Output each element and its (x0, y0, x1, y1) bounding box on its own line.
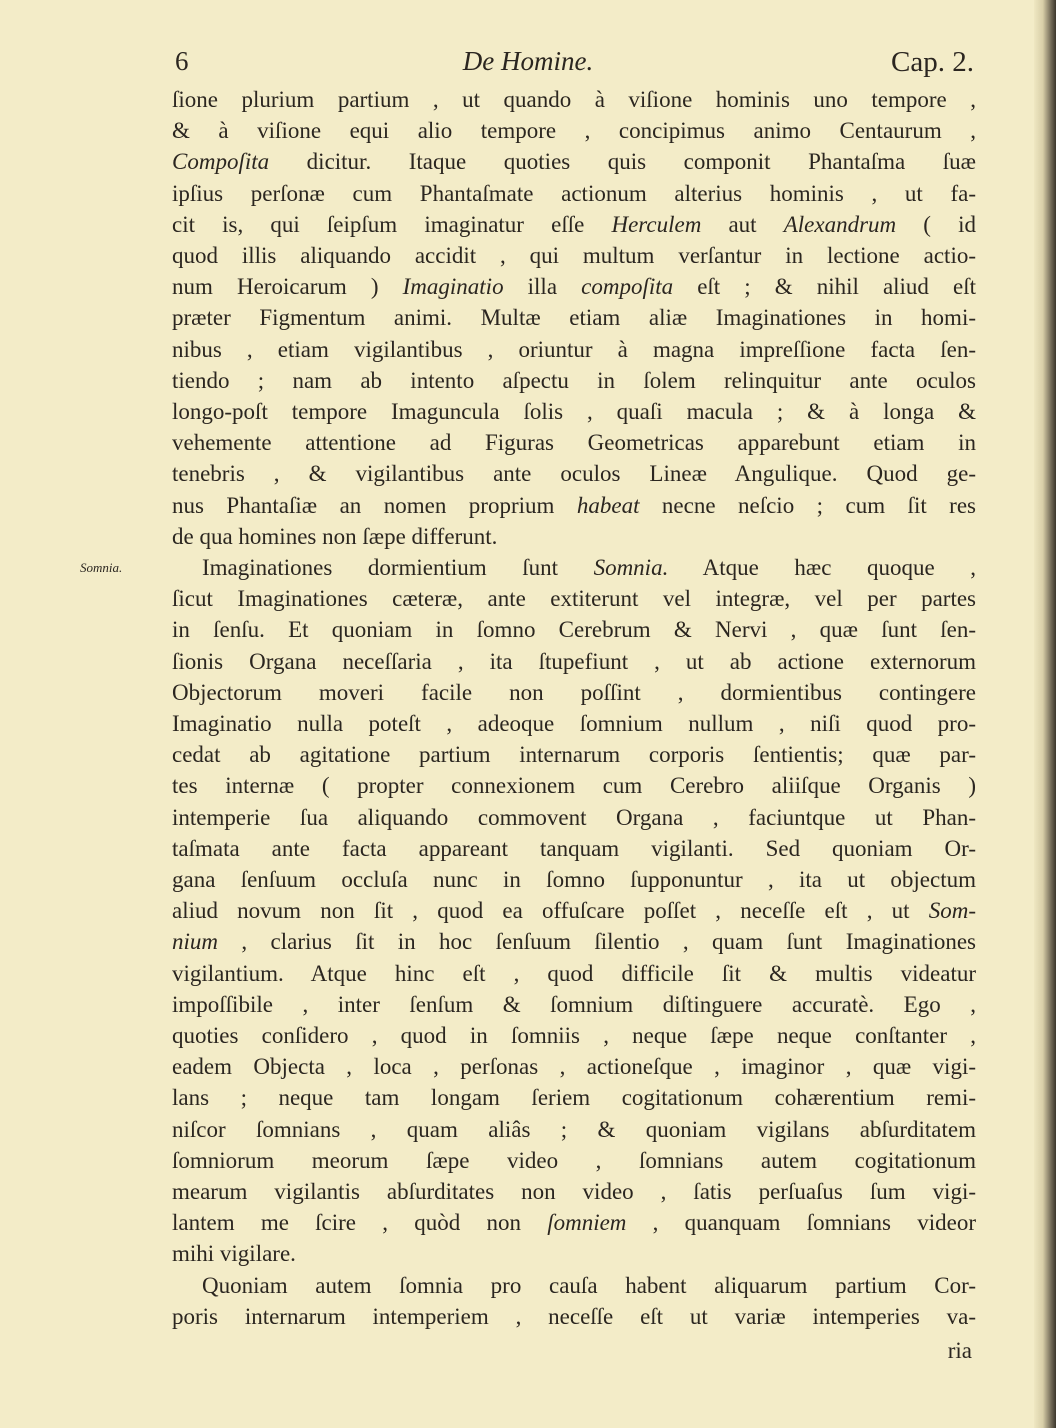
text-segment: eſt ; & nihil aliud eſt (673, 274, 977, 300)
text-segment: tiendo ; nam ab intento aſpectu in ſolem relinquitur ante oculos (172, 367, 976, 393)
text-segment: vigilantium. Atque hinc eſt , quod difficile ſit & multis videatur (172, 960, 976, 986)
text-segment: illa (503, 274, 582, 300)
text-segment: aliud novum non ſit , quod ea offuſcare poſſet , neceſſe eſt , ut (172, 898, 929, 924)
italic-text: ſomniem (547, 1210, 627, 1236)
text-line (202, 554, 976, 582)
text-segment: eadem Objecta , loca , perſonas , actioneſque , imaginor , quæ vigi- (172, 1054, 976, 1080)
text-segment: Atque hæc quoque , (668, 555, 976, 580)
text-line (172, 1209, 976, 1237)
text-segment: mihi vigilare. (172, 1241, 296, 1267)
text-line (172, 991, 976, 1019)
italic-text: Alexandrum (783, 211, 897, 237)
text-line (172, 242, 976, 270)
text-segment: Quoniam autem ſomnia pro cauſa habent aliquarum partium Cor- (202, 1272, 976, 1298)
text-segment: & à viſione equi alio tempore , concipimus animo Centaurum , (172, 118, 976, 144)
text-line (172, 336, 976, 364)
text-line (172, 585, 976, 613)
italic-text: Som- (928, 898, 976, 924)
text-segment: necne neſcio ; cum ſit res (639, 492, 976, 518)
text-segment: num Heroicarum ) (172, 274, 403, 300)
text-segment: lantem me ſcire , quòd non (172, 1210, 548, 1236)
text-segment: poris internarum intemperiem , neceſſe eſt ut variæ intemperies va- (172, 1303, 976, 1329)
text-line (172, 1116, 976, 1144)
text-line (172, 1240, 976, 1268)
text-line (172, 117, 976, 145)
text-line (172, 460, 976, 488)
text-line (172, 772, 976, 800)
text-segment: aut (701, 211, 784, 237)
catchword: ria (947, 1338, 972, 1363)
text-line (172, 679, 976, 707)
text-line (172, 211, 976, 239)
text-line (172, 1147, 976, 1175)
italic-text: Somnia. (593, 555, 669, 580)
text-line (172, 648, 976, 676)
text-segment: ſicut Imaginationes cæteræ, ante extiterunt vel integræ, vel per partes (172, 586, 976, 612)
text-line (202, 1272, 976, 1300)
text-segment: cedat ab agitatione partium internarum corporis ſentientis; quæ par- (172, 742, 976, 768)
italic-text: Imaginatio (402, 274, 504, 300)
text-segment: intemperie ſua aliquando commovent Organa , faciuntque ut Phan- (172, 804, 976, 830)
page-edge-shadow (1034, 0, 1056, 1428)
page-number: 6 (175, 46, 189, 76)
text-segment: Imaginationes dormientium ſunt (202, 555, 594, 580)
text-segment: quoties conſidero , quod in ſomniis , neque ſæpe neque conſtanter , (172, 1023, 976, 1048)
text-line (172, 804, 976, 832)
text-line (172, 616, 976, 644)
text-segment: dicitur. Itaque quoties quis componit Phantaſma ſuæ (269, 149, 976, 175)
text-segment: ſione plurium partium , ut quando à viſione hominis uno tempore , (172, 87, 976, 112)
text-line (172, 492, 976, 520)
text-line (172, 835, 976, 863)
text-line (172, 273, 976, 301)
italic-text: habeat (576, 492, 640, 518)
text-line (172, 1084, 976, 1112)
text-segment: longo-poſt tempore Imaguncula ſolis , quaſi macula ; & à longa & (172, 399, 976, 424)
text-line (172, 86, 976, 114)
chapter-label: Cap. 2. (891, 46, 974, 78)
text-segment: nus Phantaſiæ an nomen proprium (172, 492, 577, 518)
text-segment: impoſſibile , inter ſenſum & ſomnium diſtinguere accuratè. Ego , (172, 991, 976, 1017)
text-segment: lans ; neque tam longam ſeriem cogitationum cohærentium remi- (172, 1085, 976, 1111)
text-segment: præter Figmentum animi. Multæ etiam aliæ Imaginationes in homi- (172, 305, 976, 331)
text-line (172, 367, 976, 395)
text-segment: taſmata ante facta appareant tanquam vigilanti. Sed quoniam Or- (172, 835, 976, 861)
text-segment: quod illis aliquando accidit , qui multum verſantur in lectione actio- (172, 243, 976, 268)
italic-text: nium (172, 929, 218, 955)
italic-text: compoſita (581, 274, 674, 300)
text-segment: Imaginatio nulla poteſt , adeoque ſomnium nullum , niſi quod pro- (172, 711, 976, 736)
text-line (172, 398, 976, 426)
text-line (172, 897, 976, 925)
text-line (172, 1022, 976, 1050)
text-line (172, 1303, 976, 1331)
text-segment: tenebris , & vigilantibus ante oculos Lineæ Angulique. Quod ge- (172, 461, 976, 487)
text-segment: Objectorum moveri facile non poſſint , dormientibus contingere (172, 679, 976, 705)
text-segment: mearum vigilantis abſurditates non video , ſatis perſuaſus ſum vigi- (172, 1179, 976, 1204)
text-line (172, 148, 976, 176)
text-segment: ſomniorum meorum ſæpe video , ſomnians autem cogitationum (172, 1147, 976, 1173)
text-line (172, 960, 976, 988)
text-segment: nibus , etiam vigilantibus , oriuntur à magna impreſſione facta ſen- (172, 336, 976, 362)
text-segment: de qua homines non ſæpe differunt. (172, 523, 498, 549)
text-line (172, 304, 976, 332)
italic-text: Compoſita (172, 149, 270, 175)
text-segment: niſcor ſomnians , quam aliâs ; & quoniam vigilans abſurditatem (172, 1116, 976, 1142)
text-segment: in ſenſu. Et quoniam in ſomno Cerebrum & Nervi , quæ ſunt ſen- (172, 617, 976, 643)
text-segment: , clarius ſit in hoc ſenſuum ſilentio , quam ſunt Imaginationes (218, 929, 976, 955)
text-line (172, 523, 976, 551)
text-line (172, 429, 976, 457)
text-segment: vehemente attentione ad Figuras Geometricas apparebunt etiam in (172, 430, 976, 456)
text-line (172, 866, 976, 894)
running-title-text: De Homine. (462, 46, 594, 76)
text-segment: tes internæ ( propter connexionem cum Cerebro aliiſque Organis ) (172, 773, 976, 799)
text-line (172, 741, 976, 769)
text-segment: cit is, qui ſeipſum imaginatur eſſe (172, 211, 612, 237)
text-line (172, 710, 976, 738)
text-segment: gana ſenſuum occluſa nunc in ſomno ſupponuntur , ita ut objectum (172, 867, 976, 892)
text-line (172, 180, 976, 208)
text-segment: ( id (896, 211, 976, 237)
text-line (172, 1053, 976, 1081)
margin-note: Somnia. (80, 560, 123, 575)
text-line (172, 928, 976, 956)
text-line (172, 1178, 976, 1206)
text-segment: ſionis Organa neceſſaria , ita ſtupefiunt , ut ab actione externorum (172, 648, 976, 674)
text-segment: ipſius perſonæ cum Phantaſmate actionum alterius hominis , ut fa- (172, 180, 976, 206)
italic-text: Herculem (611, 211, 702, 237)
text-segment: , quanquam ſomnians videor (626, 1210, 976, 1236)
